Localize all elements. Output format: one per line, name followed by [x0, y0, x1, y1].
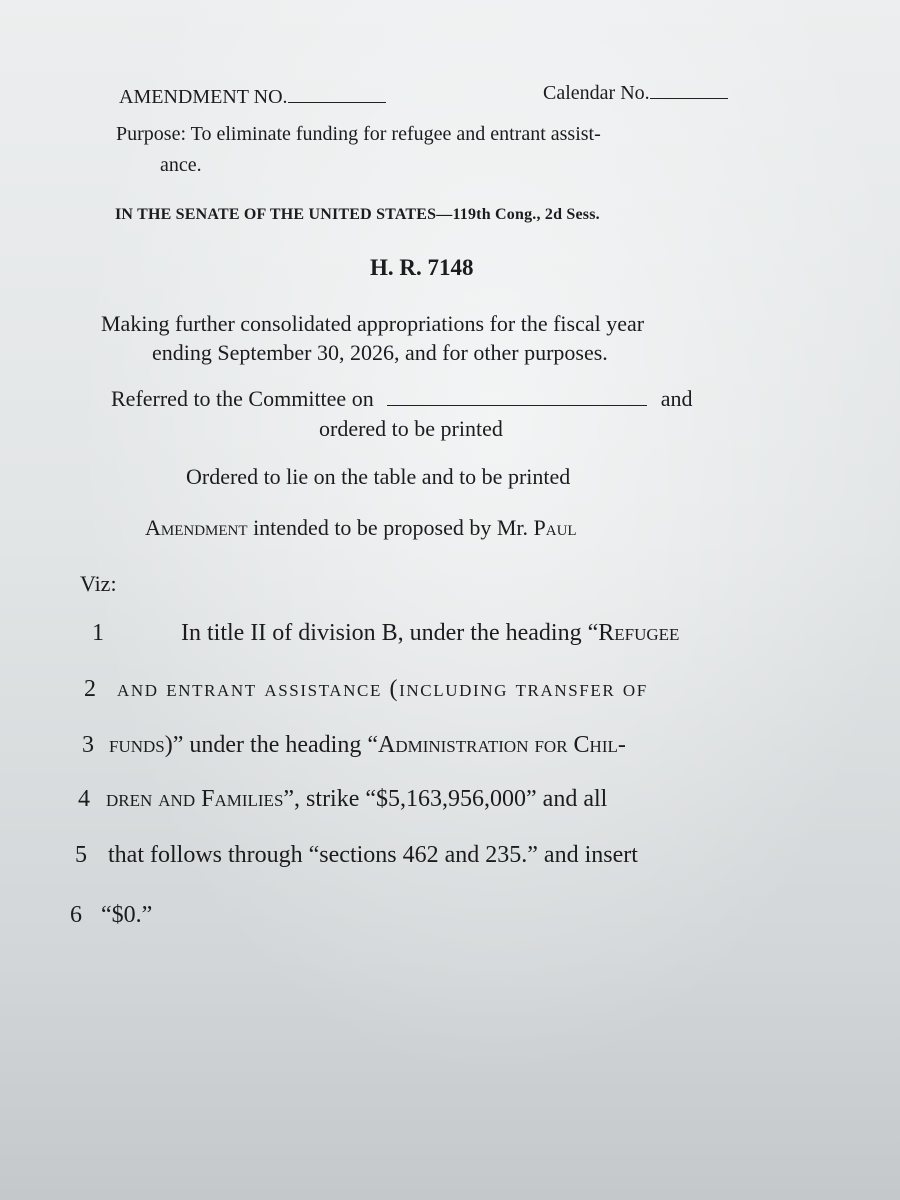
line-number-2: 2	[84, 676, 96, 702]
text-line-5: that follows through “sections 462 and 235.” and insert	[108, 842, 638, 868]
senate-heading: IN THE SENATE OF THE UNITED STATES—119th Cong., 2d Sess.	[115, 206, 600, 223]
calendar-number-blank	[650, 97, 728, 99]
bill-title-line-2: ending September 30, 2026, and for other purposes.	[152, 340, 608, 365]
amendment-number-blank	[288, 101, 386, 103]
referral-line-2: ordered to be printed	[319, 416, 503, 441]
committee-blank	[387, 404, 647, 406]
amendment-number-line	[119, 87, 386, 107]
bill-number: H. R. 7148	[370, 255, 474, 280]
text-line-3-a: funds)	[109, 732, 173, 758]
amendment-number-label: AMENDMENT NO.	[119, 86, 288, 108]
bill-title-line-1: Making further consolidated appropriations for the fiscal year	[101, 311, 645, 336]
sponsor-name: Paul	[533, 515, 577, 540]
line-number-4: 4	[78, 786, 90, 812]
calendar-number-line	[543, 83, 728, 103]
line-number-5: 5	[75, 842, 87, 868]
purpose-line-2: ance.	[160, 154, 202, 176]
referral-prefix: Referred to the Committee on	[111, 386, 374, 411]
text-line-2: and entrant assistance (including transfer of	[117, 676, 648, 702]
line-number-6: 6	[70, 902, 82, 928]
text-line-1-b: Refugee	[598, 620, 680, 646]
text-line-3-b: ” under the heading “	[172, 732, 378, 758]
line-number-1: 1	[92, 620, 104, 646]
amendment-word: Amendment	[145, 515, 248, 540]
referral-suffix: and	[660, 386, 693, 411]
referral-line-1	[111, 388, 692, 410]
text-line-6: “$0.”	[101, 902, 153, 928]
amendment-intro-middle: intended to be proposed by Mr.	[253, 515, 529, 540]
amendment-intro	[145, 517, 577, 539]
calendar-number-label: Calendar No.	[543, 82, 650, 104]
purpose-line-1: Purpose: To eliminate funding for refugee and entrant assist-	[116, 123, 601, 145]
text-line-4	[106, 787, 607, 811]
text-line-1-a: In title II of division B, under the heading “	[181, 620, 599, 646]
text-line-3	[109, 733, 626, 757]
line-number-3: 3	[82, 732, 94, 758]
text-line-4-a: dren and Families	[106, 786, 284, 812]
text-line-1	[181, 621, 679, 645]
ordered-to-lie: Ordered to lie on the table and to be printed	[186, 464, 571, 489]
text-line-3-c: Administration for Chil-	[377, 732, 626, 758]
text-line-4-b: ”, strike “$5,163,956,000” and all	[283, 786, 608, 812]
viz-label: Viz:	[80, 571, 117, 596]
